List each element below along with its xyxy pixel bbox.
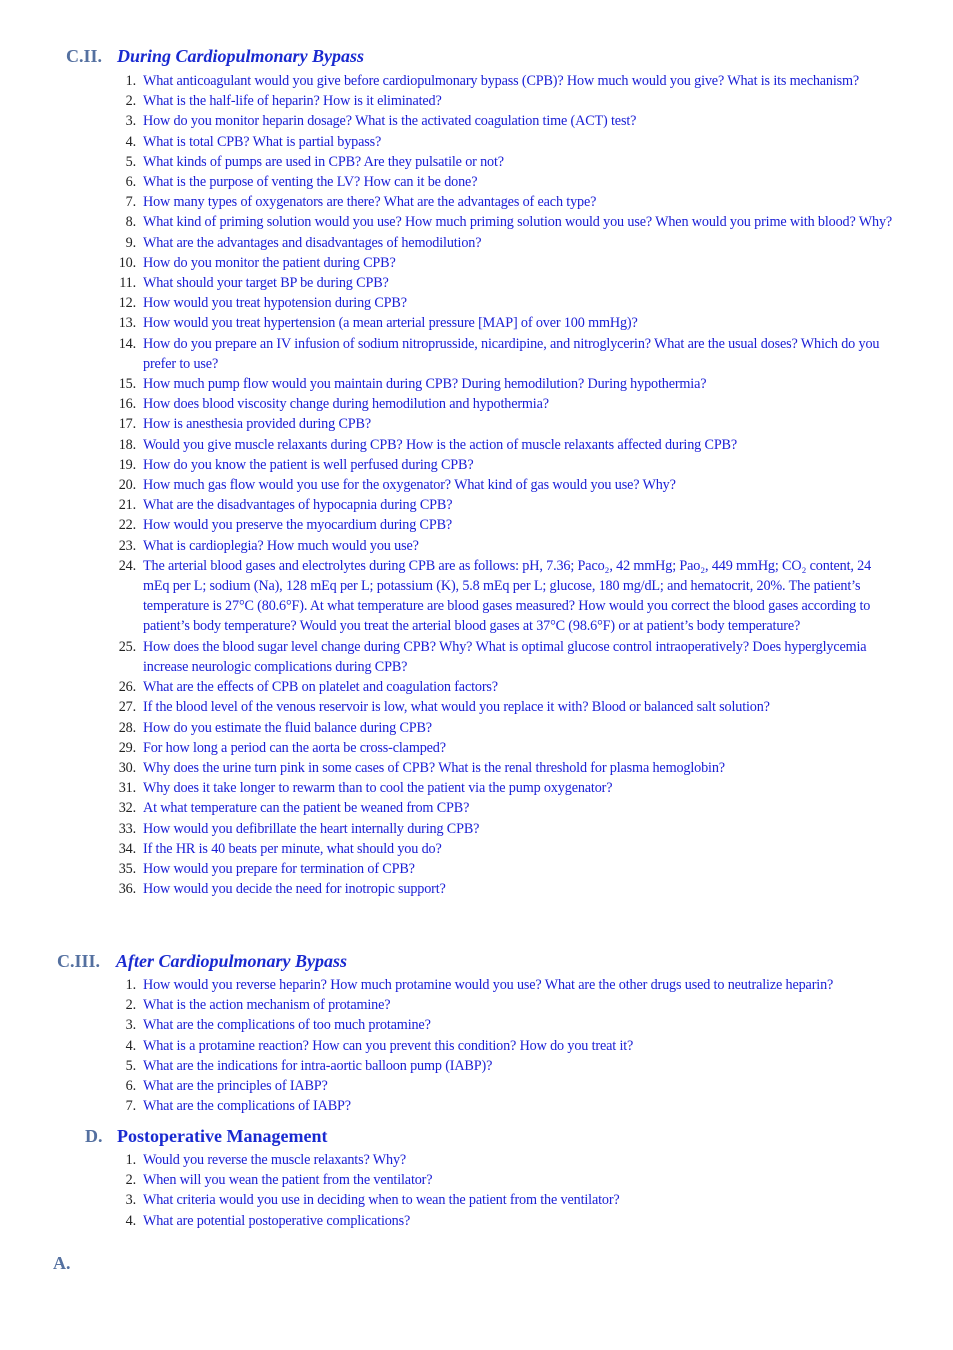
question-text: If the HR is 40 beats per minute, what should you do?: [143, 840, 442, 857]
question-number: 15.: [118, 376, 136, 393]
question-number: 16.: [118, 396, 136, 413]
question-text: How does blood viscosity change during hemodilution and hypothermia?: [143, 396, 549, 413]
question-item: [0, 1076, 898, 1096]
question-number: 24.: [118, 557, 136, 574]
question-number: 13.: [118, 315, 136, 332]
question-text: How would you prepare for termination of CPB?: [143, 860, 415, 877]
question-text: What are potential postoperative complications?: [143, 1212, 411, 1229]
question-text: How would you defibrillate the heart internally during CPB?: [143, 820, 480, 837]
question-number: 7.: [125, 1098, 136, 1115]
question-text: Why does it take longer to rewarm than to cool the patient via the pump oxygenator?: [143, 780, 613, 797]
question-item: [0, 798, 898, 818]
question-number: 12.: [118, 295, 136, 312]
question-text: What are the advantages and disadvantages of hemodilution?: [143, 234, 482, 251]
question-number: 20.: [118, 477, 136, 494]
question-item: [0, 1036, 898, 1056]
question-item: [0, 91, 898, 111]
question-number: 5.: [125, 1057, 136, 1074]
question-number: 36.: [118, 881, 136, 898]
question-text: How do you prepare an IV infusion of sodium nitroprusside, nicardipine, and nitroglycerin? What are the usual doses? Which do you prefer to use?: [143, 335, 880, 372]
question-item: [0, 859, 898, 879]
question-item: [0, 233, 898, 253]
question-item: [0, 1015, 898, 1035]
question-item: [0, 172, 898, 192]
question-text: What are the principles of IABP?: [143, 1078, 328, 1095]
question-number: 25.: [118, 638, 136, 655]
question-number: 9.: [125, 234, 136, 251]
question-text: What is total CPB? What is partial bypass?: [143, 133, 382, 150]
question-item: [0, 293, 898, 313]
question-number: 28.: [118, 719, 136, 736]
question-text: What are the complications of IABP?: [143, 1098, 351, 1115]
question-text: How do you monitor the patient during CPB?: [143, 254, 396, 271]
question-number: 26.: [118, 679, 136, 696]
question-item: [0, 536, 898, 556]
question-number: 5.: [125, 153, 136, 170]
question-item: [0, 758, 898, 778]
section-number: C.III.: [57, 951, 101, 971]
question-text: How do you monitor heparin dosage? What is the activated coagulation time (ACT) test?: [143, 113, 637, 130]
question-item: [0, 778, 898, 798]
question-number: 3.: [125, 1192, 136, 1209]
question-list: [0, 975, 953, 1116]
question-number: 2.: [125, 997, 136, 1014]
question-number: 14.: [118, 335, 136, 352]
question-text: What is the half-life of heparin? How is it eliminated?: [143, 93, 442, 110]
question-item: [0, 132, 898, 152]
question-number: 21.: [118, 497, 136, 514]
question-number: 4.: [125, 133, 136, 150]
question-text: How is anesthesia provided during CPB?: [143, 416, 371, 433]
question-number: 10.: [118, 254, 136, 271]
trailing-section-label: A.: [53, 1253, 71, 1273]
question-number: 34.: [118, 840, 136, 857]
question-text: Would you give muscle relaxants during CPB? How is the action of muscle relaxants affected during CPB?: [143, 436, 738, 453]
section-title: After Cardiopulmonary Bypass: [116, 951, 348, 971]
question-number: 23.: [118, 537, 136, 554]
question-number: 18.: [118, 436, 136, 453]
question-text: For how long a period can the aorta be cross-clamped?: [143, 739, 446, 756]
question-item: [0, 455, 898, 475]
question-number: 6.: [125, 1078, 136, 1095]
question-text: What should your target BP be during CPB?: [143, 275, 389, 292]
question-text: How much pump flow would you maintain during CPB? During hemodilution? During hypothermia?: [143, 376, 707, 393]
question-item: [0, 313, 898, 333]
question-number: 4.: [125, 1212, 136, 1229]
question-text: What are the indications for intra-aortic balloon pump (IABP)?: [143, 1057, 493, 1074]
question-item: [0, 334, 898, 374]
question-number: 11.: [119, 275, 136, 292]
question-text: How would you decide the need for inotropic support?: [143, 881, 446, 898]
question-text: How would you reverse heparin? How much protamine would you use? What are the other drugs used to neutralize heparin?: [143, 977, 834, 993]
question-number: 1.: [125, 1152, 136, 1168]
question-number: 31.: [118, 780, 136, 797]
question-item: [0, 435, 898, 455]
question-item: [0, 879, 898, 899]
question-text: How would you treat hypotension during CPB?: [143, 295, 407, 312]
question-item: [0, 495, 898, 515]
question-item: [0, 637, 898, 677]
question-item: [0, 253, 898, 273]
question-item: [0, 718, 898, 738]
question-number: 1.: [125, 73, 136, 89]
question-text: What is the action mechanism of protamine?: [143, 997, 391, 1014]
question-item: [0, 152, 898, 172]
question-text: How many types of oxygenators are there? What are the advantages of each type?: [143, 194, 597, 211]
question-number: 35.: [118, 860, 136, 877]
question-item: [0, 1170, 898, 1190]
question-text: At what temperature can the patient be weaned from CPB?: [143, 800, 470, 817]
question-text: When will you wean the patient from the ventilator?: [143, 1172, 433, 1189]
question-text: How much gas flow would you use for the oxygenator? What kind of gas would you use? Why?: [143, 477, 676, 494]
question-number: 19.: [118, 456, 136, 473]
question-text: What is a protamine reaction? How can you prevent this condition? How do you treat it?: [143, 1037, 634, 1054]
question-number: 29.: [118, 739, 136, 756]
question-text: How would you treat hypertension (a mean arterial pressure [MAP] of over 100 mmHg)?: [143, 315, 638, 332]
question-item: [0, 697, 898, 717]
section-number: D.: [85, 1126, 103, 1146]
question-number: 1.: [125, 977, 136, 993]
question-item: [0, 1056, 898, 1076]
question-item: [0, 738, 898, 758]
section-number: C.II.: [66, 46, 103, 66]
question-text: What anticoagulant would you give before cardiopulmonary bypass (CPB)? How much would you give? What is its mechanism?: [143, 73, 860, 89]
question-item: [0, 1190, 898, 1210]
question-item: [0, 273, 898, 293]
section-title: During Cardiopulmonary Bypass: [117, 46, 365, 66]
question-text: What kind of priming solution would you use? How much priming solution would you use? When would you prime with blood? Why?: [143, 214, 893, 231]
question-number: 3.: [125, 113, 136, 130]
question-item: [0, 374, 898, 394]
question-item: [0, 1150, 898, 1170]
question-item: [0, 475, 898, 495]
question-number: 30.: [118, 759, 136, 776]
question-text: How would you preserve the myocardium during CPB?: [143, 517, 453, 534]
question-number: 7.: [125, 194, 136, 211]
question-number: 6.: [125, 174, 136, 191]
question-text: What kinds of pumps are used in CPB? Are they pulsatile or not?: [143, 153, 504, 170]
question-text: How do you know the patient is well perfused during CPB?: [143, 456, 474, 473]
question-item: [0, 515, 898, 535]
question-item: [0, 819, 898, 839]
question-text: Why does the urine turn pink in some cases of CPB? What is the renal threshold for plasma hemoglobin?: [143, 759, 725, 776]
question-item: [0, 414, 898, 434]
question-item: [0, 111, 898, 131]
question-item: [0, 212, 898, 232]
question-item: [0, 1096, 898, 1116]
question-item: [0, 1211, 898, 1231]
question-text: How do you estimate the fluid balance during CPB?: [143, 719, 432, 736]
question-number: 8.: [125, 214, 136, 231]
question-text: What are the complications of too much protamine?: [143, 1017, 431, 1034]
question-item: [0, 677, 898, 697]
section-title: Postoperative Management: [117, 1126, 328, 1146]
question-text: Would you reverse the muscle relaxants? Why?: [143, 1152, 407, 1168]
question-item: [0, 839, 898, 859]
question-item: [0, 71, 898, 91]
question-text: What criteria would you use in deciding when to wean the patient from the ventilator?: [143, 1192, 620, 1209]
question-text: What is cardioplegia? How much would you use?: [143, 537, 419, 554]
question-item: [0, 995, 898, 1015]
question-number: 4.: [125, 1037, 136, 1054]
question-item: [0, 394, 898, 414]
question-text: If the blood level of the venous reservoir is low, what would you replace it with? Blood or balanced salt solution?: [143, 699, 770, 716]
question-number: 3.: [125, 1017, 136, 1034]
question-item: [0, 192, 898, 212]
question-text: The arterial blood gases and electrolytes during CPB are as follows: pH, 7.36; Paco₂, 42 mmHg; Pao₂, 449 mmHg; CO₂ content, 24 mEq per L; sodium (Na), 128 mEq per L; potassium (K), 5.8 mEq per L; glucose, 180 mg/dL; and hematocrit, 20%. The patient’s temperature is 27°C (80.6°F). At what temperature are blood gases measured? How would you correct the blood gases according to patient’s body temperature? Would you treat the arterial blood gases at 37°C (98.6°F) or at patient’s body temperature?: [143, 557, 872, 635]
question-text: What are the effects of CPB on platelet and coagulation factors?: [143, 679, 498, 696]
question-text: What is the purpose of venting the LV? How can it be done?: [143, 174, 478, 191]
question-number: 22.: [118, 517, 136, 534]
question-item: [0, 556, 898, 637]
question-number: 27.: [118, 699, 136, 716]
question-list: [0, 71, 953, 899]
question-text: How does the blood sugar level change during CPB? Why? What is optimal glucose control intraoperatively? Does hyperglycemia increase neurologic complications during CPB?: [143, 638, 867, 675]
question-list: [0, 1150, 953, 1231]
question-number: 2.: [125, 93, 136, 110]
question-item: [0, 975, 898, 995]
question-number: 17.: [118, 416, 136, 433]
question-number: 2.: [125, 1172, 136, 1189]
question-text: What are the disadvantages of hypocapnia during CPB?: [143, 497, 453, 514]
question-number: 33.: [118, 820, 136, 837]
question-number: 32.: [118, 800, 136, 817]
